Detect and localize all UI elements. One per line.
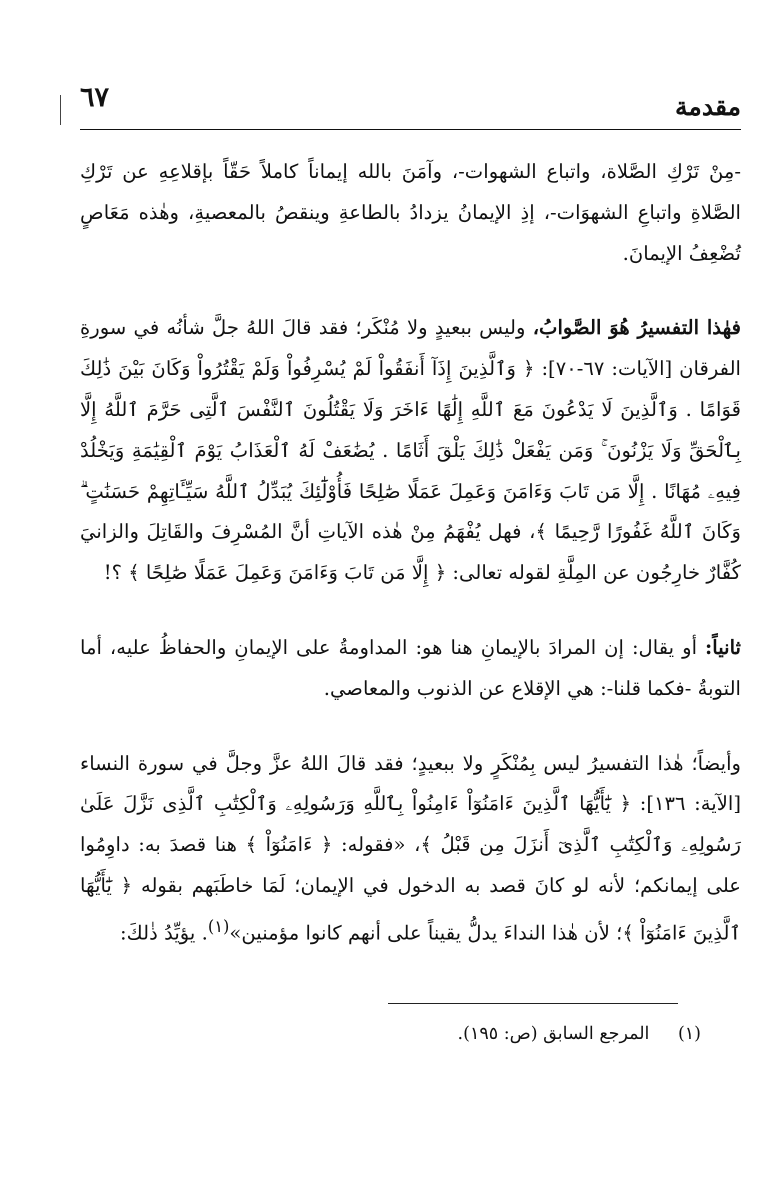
page-number: ٦٧ [80,82,110,113]
footnote-reference[interactable]: (١) [207,916,230,936]
paragraph-2 [80,308,741,594]
paragraph-4 [80,744,741,955]
paragraph-4-tail: . يؤيِّدُ ذٰلكَ: [120,921,208,945]
paragraph-2-lead: فهٰذا التفسيرُ هُوَ الصَّوابُ، [532,316,741,340]
paragraph-3-lead: ثانياً: [705,635,741,659]
paragraph-3-text: أو يقال: إن المرادَ بالإيمانِ هنا هو: المداومةُ على الإيمانِ والحفاظُ عليه، أما التوبةُ -فكما قلنا-: هي الإقلاع عن الذنوب والمعاصي. [80,635,741,700]
paragraph-1 [80,152,741,274]
page-body [80,152,741,954]
header-rule [80,129,741,130]
paragraph-2-text: وليس ببعيدٍ ولا مُنْكَر؛ فقد قالَ اللهُ جلَّ شأنُه في سورةِ الفرقان [الآيات: ٦٧-٧٠]: ﴿ وَٱلَّذِينَ إِذَآ أَنفَقُواْ لَمْ يُسْرِفُواْ وَلَمْ يَقْتُرُواْ وَكَانَ بَيْنَ ذَٰلِكَ قَوَامًا . وَٱلَّذِينَ لَا يَدْعُونَ مَعَ ٱللَّهِ إِلَٰهًا ءَاخَرَ وَلَا يَقْتُلُونَ ٱلنَّفْسَ ٱلَّتِى حَرَّمَ ٱللَّهُ إِلَّا بِٱلْحَقِّ وَلَا يَزْنُونَ ۚ وَمَن يَفْعَلْ ذَٰلِكَ يَلْقَ أَثَامًا . يُضَٰعَفْ لَهُ ٱلْعَذَابُ يَوْمَ ٱلْقِيَٰمَةِ وَيَخْلُدْ فِيهِۦ مُهَانًا . إِلَّا مَن تَابَ وَءَامَنَ وَعَمِلَ عَمَلًا صَٰلِحًا فَأُوْلَٰٓئِكَ يُبَدِّلُ ٱللَّهُ سَيِّـَٔاتِهِمْ حَسَنَٰتٍ ۗ وَكَانَ ٱللَّهُ غَفُورًا رَّحِيمًا ﴾، فهل يُفْهَمُ مِنْ هٰذه الآياتِ أنَّ المُسْرِفَ والقَاتِلَ والزانيَ كُفَّارٌ خارِجُون عن المِلَّةِ لقوله تعالى: ﴿ إِلَّا مَن تَابَ وَءَامَنَ وَعَمِلَ عَمَلًا صَٰلِحًا ﴾ ؟! [80,316,741,585]
footnote-number: (١) [677,1024,701,1044]
paragraph-1-text: -مِنْ تَرْكِ الصَّلاة، واتباع الشهوات-، وآمَنَ بالله إيماناً كاملاً حَقّاً بإقلاعِهِ عن تَرْكِ الصَّلاةِ واتباعِ الشهوَات-، إذِ الإيمانُ يزدادُ بالطاعةِ وينقصُ بالمعصيةِ، وهٰذه مَعَاصٍ تُضْعِفُ الإيمانَ. [80,160,741,265]
section-title: مقدمة [675,92,741,121]
page-header [80,82,741,122]
footnote [80,1019,701,1049]
margin-mark [60,95,61,125]
paragraph-3 [80,628,741,710]
paragraph-4-text: وأيضاً؛ هٰذا التفسيرُ ليس بِمُنْكَرٍ ولا ببعيدٍ؛ فقد قالَ اللهُ عزَّ وجلَّ في سورة النساء [الآية: ١٣٦]: ﴿ يَٰٓأَيُّهَا ٱلَّذِينَ ءَامَنُوٓاْ ءَامِنُواْ بِٱللَّهِ وَرَسُولِهِۦ وَٱلْكِتَٰبِ ٱلَّذِى نَزَّلَ عَلَىٰ رَسُولِهِۦ وَٱلْكِتَٰبِ ٱلَّذِىٓ أَنزَلَ مِن قَبْلُ ﴾، «فقوله: ﴿ ءَامَنُوٓاْ ﴾ هنا قصدَ به: داوِمُوا على إيمانكم؛ لأنه لو كانَ قصد به الدخول في الإيمان؛ لَمَا خاطَبَهم بقوله ﴿ يَٰٓأَيُّهَا ٱلَّذِينَ ءَامَنُوٓاْ ﴾؛ لأن هٰذا النداءَ يدلُّ يقيناً على أنهم كانوا مؤمنين» [80,751,741,945]
footnote-rule [388,1003,678,1004]
footnote-text: المرجع السابق (ص: ١٩٥). [457,1024,650,1044]
